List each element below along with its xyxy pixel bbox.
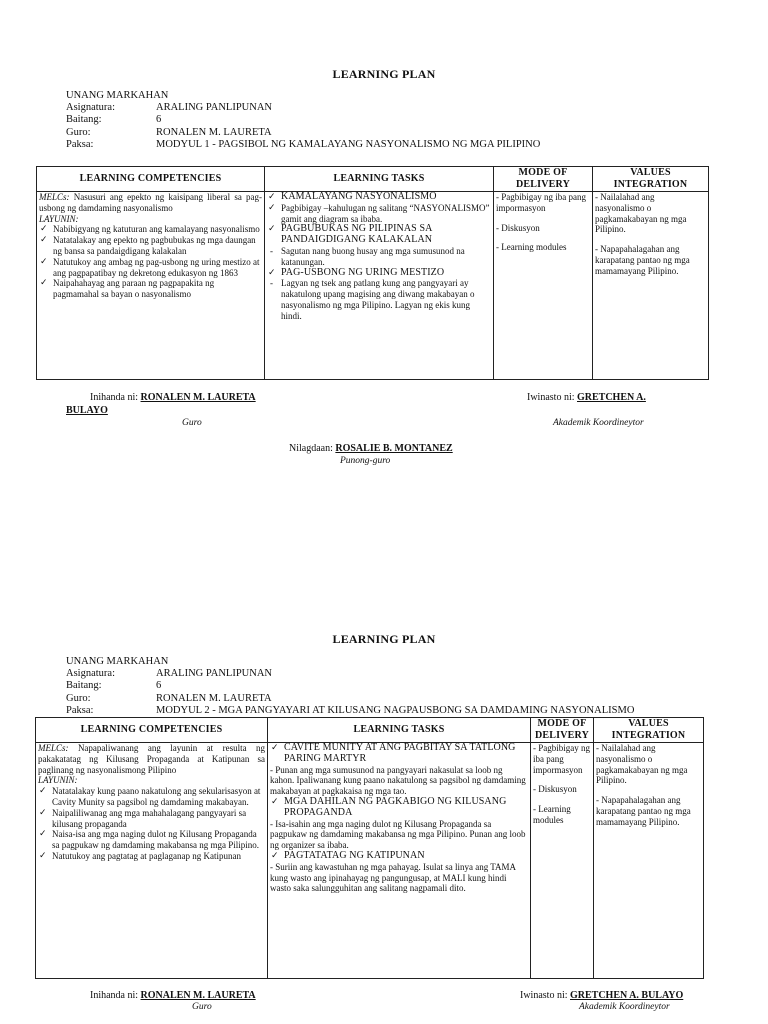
plan2-delivery-item: - Diskusyon [533,784,577,795]
plan1-prepared-by: Inihanda ni: RONALEN M. LAURETA [90,392,256,403]
plan1-task1-item: ✓ Pagbibigay –kahulugan ng salitang “NASYONALISMO” gamit ang diagram sa ibaba. [267,203,491,225]
plan2-tasks-cell [268,743,531,979]
plan2-header-values: VALUES INTEGRATION [594,718,704,743]
plan1-header-tasks: LEARNING TASKS [265,167,494,192]
plan1-header-competencies: LEARNING COMPETENCIES [37,167,265,192]
plan2-teacher-value: RONALEN M. LAURETA [156,692,272,704]
plan1-title: LEARNING PLAN [332,67,436,81]
plan2-topic-value: MODYUL 2 - MGA PANGYAYARI AT KILUSANG NAGPAUSBONG SA DAMDAMING NASYONALISMO [156,704,635,716]
plan1-prepared-role: Guro [182,418,202,428]
plan1-objective: ✓ Natatalakay ang epekto ng pagbubukas ng mga daungan ng bansa sa pandaigdigang kalakalan [39,235,262,257]
plan2-prepared-role: Guro [192,1002,212,1012]
plan2-table [35,717,704,979]
plan1-header-info [66,90,540,151]
plan2-task1-title: ✓ CAVITE MUNITY AT ANG PAGBITAY SA TATLONG PARING MARTYR [270,743,528,765]
plan2-layunin-label: LAYUNIN: [38,775,78,786]
plan2-objective: ✓ Naisa-isa ang mga naging dulot ng Kilusang Propaganda sa pagpukaw ng damdaming makabansa ng mga Pilipino. [38,829,265,851]
plan2-objective: ✓ Naipaliliwanag ang mga mahahalagang pangyayari sa kilusang propaganda [38,808,265,830]
plan1-teacher-value: RONALEN M. LAURETA [156,126,272,138]
plan2-header-tasks: LEARNING TASKS [268,718,531,743]
plan1-values-item: - Napapahalagahan ang karapatang pantao ng mga mamamayang Pilipino. [595,244,690,276]
plan1-delivery-item: - Diskusyon [496,222,540,233]
plan1-objective: ✓ Naipahahayag ang paraan ng pagpapakita ng pagmamahal sa bayan o nasyonalismo [39,278,262,300]
plan1-topic-value: MODYUL 1 - PAGSIBOL NG KAMALAYANG NASYONALISMO NG MGA PILIPINO [156,138,541,150]
plan2-prepared-by: Inihanda ni: RONALEN M. LAURETA [90,990,256,1001]
plan2-task2-title: ✓ MGA DAHILAN NG PAGKABIGO NG KILUSANG PROPAGANDA [270,797,528,819]
plan1-topic-label: Paksa: [66,138,94,150]
plan1-checked-role: Akademik Koordineytor [553,418,644,428]
plan1-signed-name: ROSALIE B. MONTANEZ [335,443,453,454]
plan1-task2-item: - Sagutan nang buong husay ang mga sumusunod na katanungan. [267,246,491,268]
plan2-values-cell [594,743,704,979]
plan1-quarter: UNANG MARKAHAN [66,90,169,101]
plan1-checked-by: Iwinasto ni: GRETCHEN A. [527,392,646,403]
plan2-melcs-label: MELCs: [38,743,69,753]
plan1-checked-name-cont: BULAYO [66,405,108,416]
plan1-grade-label: Baitang: [66,114,102,126]
plan2-header-info [66,656,634,717]
plan1-tasks-cell [265,192,494,380]
plan1-melcs-label: MELCs: [39,192,70,202]
plan2-melcs-text: Napapaliwanang ang layunin at resulta ng pakakatatag ng Kilusang Propaganda at Katipunan sa paglinang ng nasyonalismong Pilipino [38,743,265,775]
plan1-signed-role: Punong-guro [340,456,391,466]
plan1-grade-value: 6 [156,114,162,126]
plan2-teacher-label: Guro: [66,692,91,704]
plan1-task3-item: - Lagyan ng tsek ang patlang kung ang pangyayari ay nakatulong upang magising ang diwang makabayan o nasyonalismo ng mga Pilipino. Lagyan ng ekis kung hindi. [267,278,491,321]
plan1-values-item: - Nailalahad ang nasyonalismo o pagkamakabayan ng mga Pilipino. [595,192,687,235]
plan2-title: LEARNING PLAN [332,632,436,646]
plan2-topic-label: Paksa: [66,704,94,716]
plan2-delivery-item: - Pagbibigay ng iba pang impormasyon [533,743,590,775]
plan2-prepared-name: RONALEN M. LAURETA [140,990,256,1001]
plan1-subject-value: ARALING PANLIPUNAN [156,102,272,114]
plan1-melcs-text: Nasusuri ang epekto ng kaisipang liberal sa pag-usbong ng damdaming nasyonalismo [39,192,263,213]
plan2-subject-label: Asignatura: [66,668,115,680]
plan2-objective: ✓ Natatalakay kung paano nakatulong ang sekularisasyon at Cavity Munity sa pagsibol ng damdaming makabayan. [38,786,265,808]
plan1-delivery-item: - Learning modules [496,242,567,253]
plan2-values-item: - Nailalahad ang nasyonalismo o pagkamakabayan ng mga Pilipino. [596,743,688,786]
plan2-task3-item: - Suriin ang kawastuhan ng mga pahayag. Isulat sa linya ang TAMA kung wasto ang ipinahayag ng pangungusap, at MALI kung hindi wasto saka salungguhitan ang salitang nagpamali dito. [270,861,516,894]
plan2-competencies-cell [36,743,268,979]
plan2-values-item: - Napapahalagahan ang karapatang pantao ng mga mamamayang Pilipino. [596,795,691,827]
plan2-task2-item: - Isa-isahin ang mga naging dulot ng Kilusang Propaganda sa pagpukaw ng damdaming makabansa ng mga Pilipino. Punan ang loob ng organizer sa ibaba. [270,818,526,851]
plan2-subject-value: ARALING PANLIPUNAN [156,668,272,680]
plan1-objective: ✓ Natutukoy ang ambag ng pag-usbong ng uring mestizo at ang pagpapatibay ng dekretong edukasyon ng 1863 [39,257,262,279]
plan1-competencies-cell [37,192,265,380]
plan1-prepared-name: RONALEN M. LAURETA [140,392,256,403]
plan1-layunin-label: LAYUNIN: [39,213,79,224]
plan2-header-competencies: LEARNING COMPETENCIES [36,718,268,743]
plan2-delivery-item: - Learning modules [533,804,571,825]
plan1-header-delivery: MODE OF DELIVERY [494,167,593,192]
plan1-checked-name: GRETCHEN A. [577,392,646,403]
plan2-quarter: UNANG MARKAHAN [66,656,169,667]
plan1-header-values: VALUES INTEGRATION [593,167,709,192]
plan1-values-cell [593,192,709,380]
plan1-signed-by: Nilagdaan: ROSALIE B. MONTANEZ [289,443,453,454]
plan1-table [36,166,709,380]
plan2-grade-label: Baitang: [66,680,102,692]
plan2-header-delivery: MODE OF DELIVERY [531,718,594,743]
plan1-task1-title: ✓ KAMALAYANG NASYONALISMO [267,192,491,203]
plan2-grade-value: 6 [156,680,162,692]
plan1-delivery-cell [494,192,593,380]
plan2-checked-name: GRETCHEN A. BULAYO [570,990,684,1001]
plan2-checked-role: Akademik Koordineytor [579,1002,670,1012]
plan1-task3-title: ✓ PAG-USBONG NG URING MESTIZO [267,268,491,279]
plan2-delivery-cell [531,743,594,979]
plan2-task3-title: ✓ PAGTATATAG NG KATIPUNAN [270,851,528,862]
plan2-task1-item: - Punan ang mga sumusunod na pangyayari nakasulat sa loob ng kahon. Ipaliwanang kung paano nakatulong sa pagsibol ng damdaming makabayan at pagkakaisa ng mga tao. [270,764,526,797]
plan2-objective: ✓ Natutukoy ang pagtatag at paglaganap ng Katipunan [38,851,265,862]
plan1-task2-title: ✓ PAGBUBUKAS NG PILIPINAS SA PANDAIGDIGANG KALAKALAN [267,224,491,246]
plan2-checked-by: Iwinasto ni: GRETCHEN A. BULAYO [520,990,684,1001]
plan1-objective: ✓ Nabibigyang ng katuturan ang kamalayang nasyonalismo [39,224,262,235]
plan1-subject-label: Asignatura: [66,102,115,114]
plan1-delivery-item: - Pagbibigay ng iba pang impormasyon [496,192,586,213]
plan1-teacher-label: Guro: [66,126,91,138]
